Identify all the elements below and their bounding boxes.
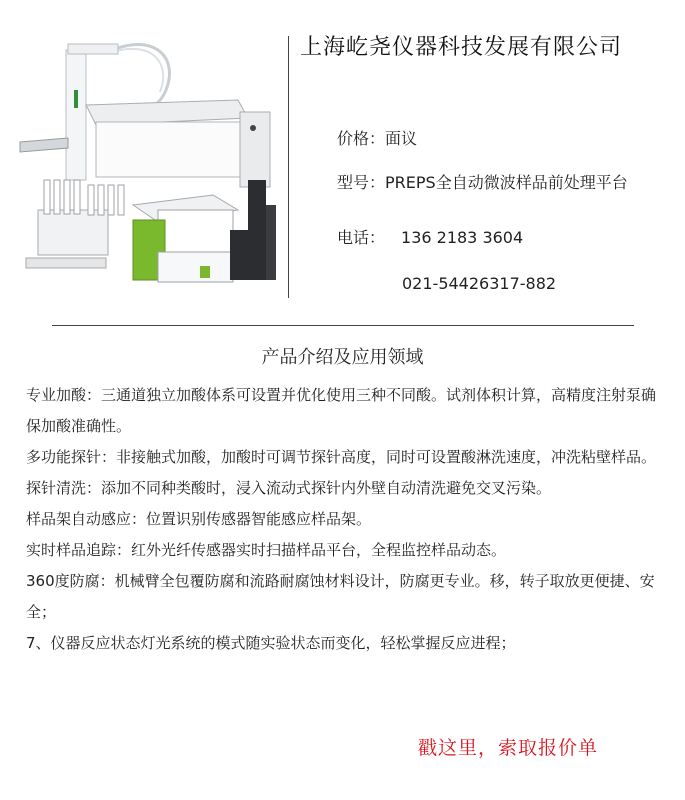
price-row [337,126,417,149]
model-row [337,172,672,194]
feature-item: 7、仪器反应状态灯光系统的模式随实验状态而变化，轻松掌握反应进程； [26,634,516,652]
feature-item: 专业加酸：三通道独立加酸体系可设置并优化使用三种不同酸。试剂体积计算，高精度注射泵确保加酸准确性。 [26,386,657,435]
request-quote-link[interactable]: 戳这里，索取报价单 [418,737,599,759]
feature-list [26,380,666,659]
price-label: 价格： [337,129,386,148]
feature-item: 多功能探针：非接触式加酸，加酸时可调节探针高度，同时可设置酸淋洗速度，冲洗粘壁样品。 [26,448,657,466]
model-value: PREPS全自动微波样品前处理平台 [385,173,628,192]
phone-value: 136 2183 3604 [401,228,524,247]
phone-row [337,225,523,248]
phone-value-2: 021-54426317-882 [402,274,557,293]
feature-item: 样品架自动感应：位置识别传感器智能感应样品架。 [26,510,372,528]
vertical-divider [288,36,289,298]
phone-label: 电话： [337,228,386,247]
feature-item: 360度防腐：机械臂全包覆防腐和流路耐腐蚀材料设计，防腐更专业。移，转子取放更便捷、安全； [26,572,655,621]
price-value: 面议 [385,129,418,148]
company-name: 上海屹尧仪器科技发展有限公司 [300,35,623,60]
section-title: 产品介绍及应用领域 [261,347,424,368]
product-image [8,30,280,285]
feature-item: 实时样品追踪：红外光纤传感器实时扫描样品平台，全程监控样品动态。 [26,541,507,559]
feature-item: 探针清洗：添加不同种类酸时，浸入流动式探针内外壁自动清洗避免交叉污染。 [26,479,552,497]
model-label: 型号： [337,173,386,192]
horizontal-divider [52,325,634,326]
